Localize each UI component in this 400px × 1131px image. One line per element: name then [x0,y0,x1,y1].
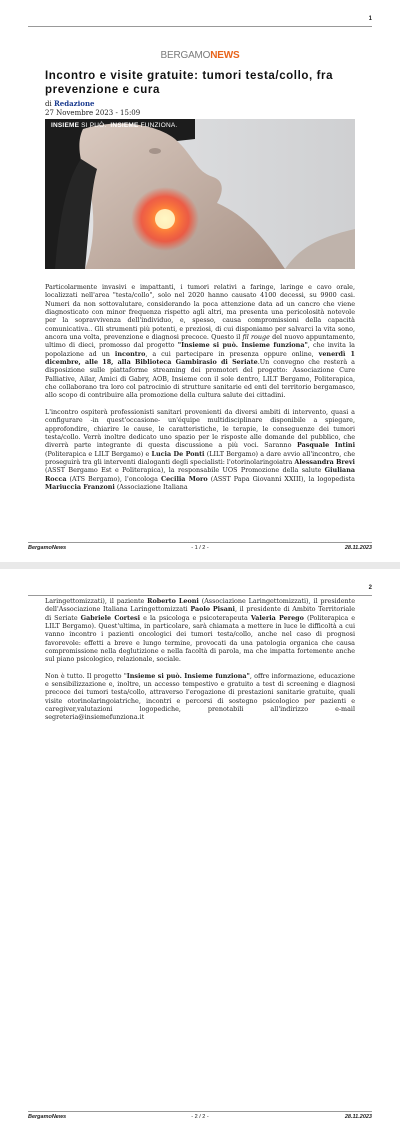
bergamonews-logo [0,50,400,61]
text-run: L'incontro ospiterà professionisti sanitari provenienti da diversi ambiti di intervento, quasi a configurare -in quest'occasione- un'équipe multidisciplinare disponibile a spiegare, approfondire, chiarire le cause, le caratteristiche, le terapie, le conseguenze dei tumori testa/collo. Verrà inoltre dedicato uno spazio per le risposte alle domande del pubblico, che diverrà parte integrante di questa discussione a più voci. Saranno [45,407,355,450]
bold-text: Alessandra Brevi [294,457,355,466]
footer-source: BergamoNews [28,545,67,551]
text-run: (ASST Papa Giovanni XXIII), la logopedista [207,474,355,483]
footer-page-count: - 2 / 2 - [191,1114,209,1120]
text-run: , il presidente di Ambito Territoriale di Seriate [45,605,356,622]
paragraph [45,408,355,491]
header-divider [28,26,372,27]
text-run: Laringettomizzati), il paziente [45,597,148,605]
text-run: del nuovo appuntamento, ultimo di dieci, promosso dal progetto [45,333,355,350]
logo-text-bergamo: BERGAMO [160,50,211,61]
text-run: (LILT Bergamo) a dare avvio all'incontro, che proseguirà tra gli interventi dialoganti degli specialisti: l'otorinolaringoiatra [45,449,355,466]
page-footer [28,1111,372,1122]
bold-text: Insieme si può. Insieme funziona" [126,671,250,680]
bold-text: Pasquale Intini [297,441,355,450]
page-number: 1 [368,16,372,22]
hero-banner-word-3: INSIEME [110,122,139,129]
text-run: (ASST Bergamo Est e Politerapica), la responsabile UOS Promozione della salute [45,466,325,475]
text-run: (Politerapica e LILT Bergamo). Quest'ultima, in particolare, sarà chiamata a mettere in luce le difficoltà a cui vanno incontro i pazienti oncologici dei tumori testa/collo, anche nel caso di prognosi favorevole: effetti a breve e lungo termine, provocati da una patologia organica che causa compromissione nella deglutizione e nella facoltà di parola, ma che impatta fortemente anche sul piano psicologico, relazionale, sociale. [45,613,355,664]
bold-text: Lucia De Ponti [151,449,205,458]
page-number: 2 [368,585,372,591]
article-body-page-1 [45,283,355,499]
text-run: , a cui partecipare in presenza oppure online, [145,349,319,358]
footer-date: 28.11.2023 [344,1114,372,1120]
bold-text: "Insieme si può. Insieme funziona" [177,341,308,350]
bold-text: Roberto Leoni [147,597,199,605]
article-hero-image [45,119,355,269]
author-link[interactable]: Redazione [53,99,95,108]
document-page-2 [0,569,400,1131]
text-run: (Politerapica e LILT Bergamo) e [45,449,152,458]
bold-text: Gabriele Cortesi [80,613,141,622]
text-run: Particolarmente invasivi e impattanti, i tumori relativi a faringe, laringe e cavo orale, localizzati nell'area "testa/collo", solo nel 2020 hanno causato 4100 decessi, su 9900 casi. Numeri da non sottovalutare, considerando la poca attenzione data ad un cancro che viene diagnosticato con minor frequenza rispetto agli altri, ma presenta una pericolosità notevole per la sopravvivenza dell'individuo, e, spesso, causa compromissioni della capacità comunicativa.. Gli strumenti più potenti, e preziosi, di cui disponiamo per salvarci la vita sono, ancora una volta, prevenzione e diagnosi precoce. Questo il [45,283,355,342]
footer-source: BergamoNews [28,1114,67,1120]
hero-banner-word-4: FUNZIONA. [140,122,178,129]
paragraph [45,597,355,664]
footer-date: 28.11.2023 [344,545,372,551]
footer-page-count: - 1 / 2 - [191,545,209,551]
text-run: Non è tutto. Il progetto " [45,671,127,680]
bold-text: Valeria Perego [250,613,304,622]
article-body-page-2 [45,597,355,730]
document-page-1 [0,0,400,562]
text-run: (Associazione Italiana [114,482,188,491]
header-divider [28,595,372,596]
article-title: Incontro e visite gratuite: tumori testa/collo, fra prevenzione e cura [45,70,334,96]
logo-text-news: NEWS [210,50,240,61]
byline [45,99,140,109]
text-run: .Un convegno che resterà a disposizione sulle piattaforme streaming dei promotori del progetto: Associazione Cure Palliative, Ailar, Amici di Gabry, AOB, Insieme con il sole dentro, LILT Bergamo, Politerapica, che collaborano tra loro col patrocinio di strutture sanitarie ed enti del territorio bergamasco, allo scopo di contribuire alla promozione della cultura salute dei cittadini. [45,358,355,400]
bold-text: Giuliana Rocca [45,466,355,483]
bold-text: venerdì 1 dicembre, alle 18, alla Biblioteca Gambirasio di Seriate [45,349,355,367]
text-run: , offre informazione, educazione e sensibilizzazione e, inoltre, un accesso tempestivo e gratuito a test di screening e diagnosi precoce dei tumori testa/collo, attraverso l'erogazione di prestazioni sanitarie gratuite, quali visite otorinolaringoiatriche, incontri e percorsi di sostegno psicologico per pazienti e caregiver,valutazioni logopediche, prenotabili all'indirizzo e-mail segreteria@insiemefunziona.it [45,671,355,722]
italic-text: fil rouge [242,333,270,342]
article-meta [45,99,140,118]
text-run: (ATS Bergamo), l'oncologa [66,474,161,483]
text-run: (Associazione Laringettomizzati), il presidente dell'Associazione Italiana Laringettomizzati [45,597,355,614]
text-run: e la psicologa e psicoterapeuta [140,613,251,622]
hero-banner-word-2: SI PUÒ. [81,122,107,129]
page-footer [28,542,372,553]
hero-banner-word-1: INSIEME [51,122,80,129]
paragraph [45,283,355,400]
bold-text: Cecilia Moro [160,474,208,483]
hero-banner-text [51,122,177,129]
publish-date: 27 Novembre 2023 - 15:09 [45,109,141,117]
bold-text: incontro [114,349,146,358]
bold-text: Mariuccia Franzoni [45,482,115,491]
text-run: , che invita la popolazione ad un [45,341,355,358]
byline-prefix: di [45,100,54,108]
bold-text: Paolo Pisani [190,605,235,614]
paragraph [45,672,355,722]
